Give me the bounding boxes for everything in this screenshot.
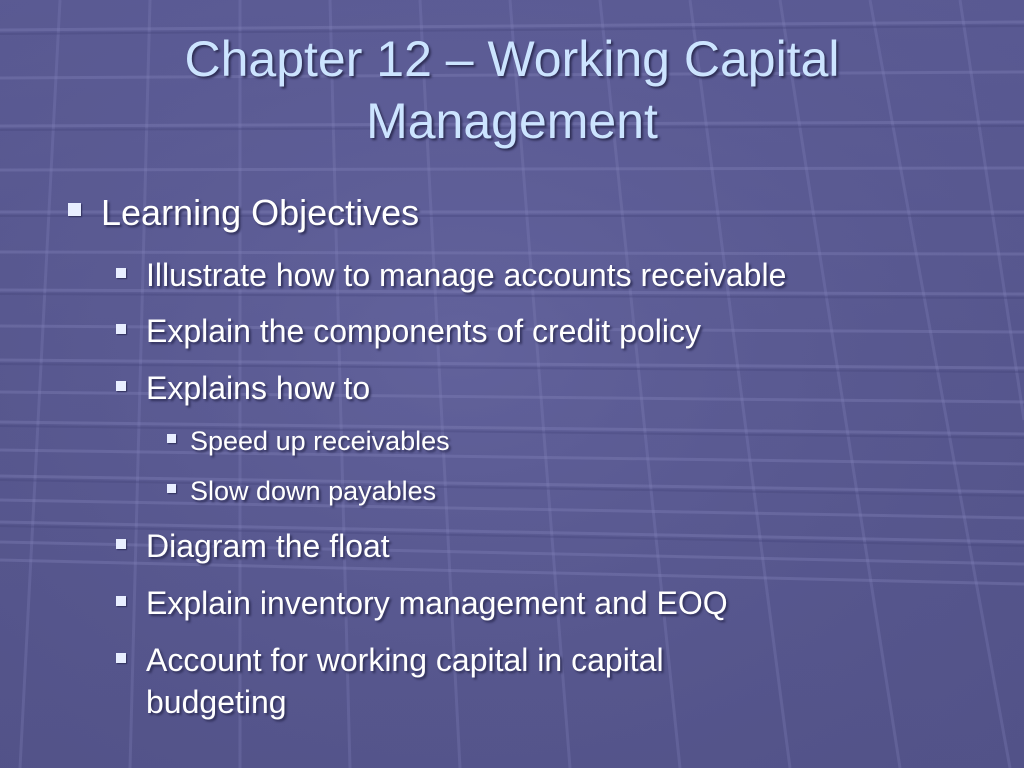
list-item-text: Learning Objectives	[101, 192, 420, 233]
sub-list-item-text: Slow down payables	[190, 476, 437, 506]
square-bullet-icon	[116, 596, 126, 606]
slide-title-line-1: Chapter 12 – Working Capital	[184, 31, 840, 87]
square-bullet-icon	[116, 268, 126, 278]
square-bullet-icon	[167, 434, 176, 443]
list-item	[116, 639, 796, 723]
square-bullet-icon	[68, 203, 81, 216]
list-item-learning-objectives	[68, 192, 968, 234]
square-bullet-icon	[116, 653, 126, 663]
list-item	[116, 254, 976, 296]
list-item	[116, 582, 976, 624]
square-bullet-icon	[116, 539, 126, 549]
list-item-text: Diagram the float	[146, 528, 390, 564]
list-item-text: Explains how to	[146, 370, 371, 406]
square-bullet-icon	[116, 324, 126, 334]
list-item-text: Explain the components of credit policy	[146, 313, 701, 349]
sub-list-item	[167, 424, 967, 458]
list-item-text: Illustrate how to manage accounts receivable	[146, 257, 787, 293]
square-bullet-icon	[167, 484, 176, 493]
list-item-text: Explain inventory management and EOQ	[146, 585, 728, 621]
sub-list-item	[167, 474, 967, 508]
list-item-text: Account for working capital in capital budgeting	[146, 642, 664, 720]
list-item	[116, 525, 976, 567]
square-bullet-icon	[116, 381, 126, 391]
sub-list-item-text: Speed up receivables	[190, 426, 450, 456]
slide-title-line-2: Management	[366, 93, 658, 149]
list-item	[116, 310, 976, 352]
list-item	[116, 367, 976, 409]
